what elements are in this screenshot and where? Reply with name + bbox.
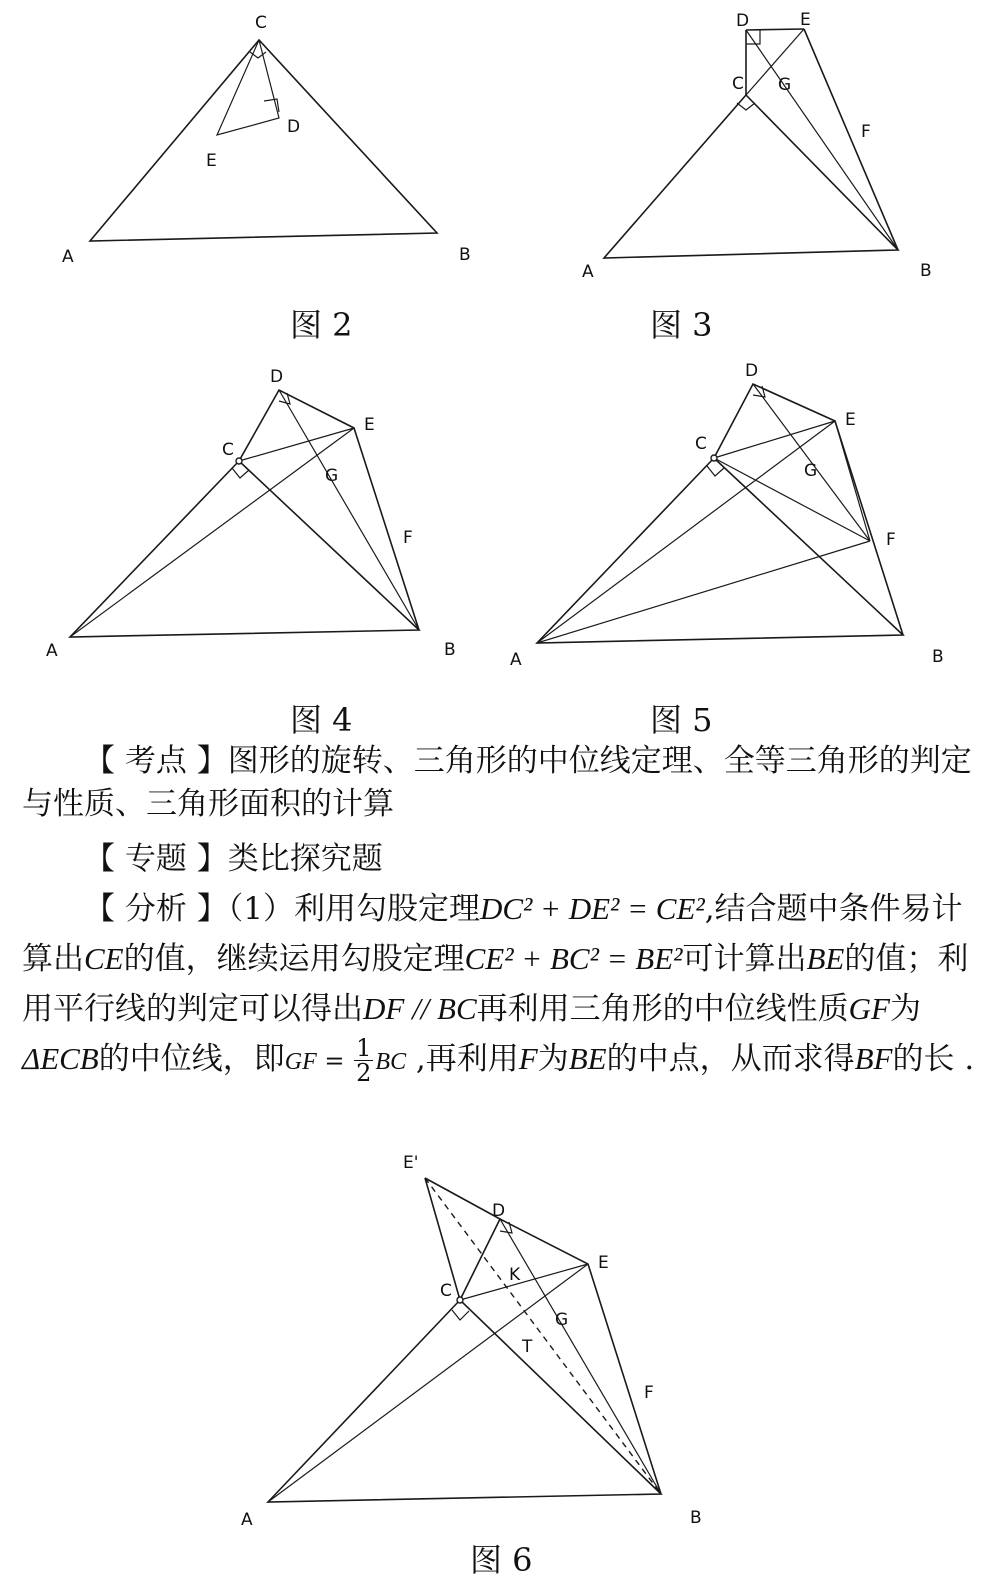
fig3-label-f: F: [861, 122, 871, 142]
kaodian-text: 图形的旋转、三角形的中位线定理、全等三角形的判定与性质、三角形面积的计算: [22, 743, 972, 822]
fenxi-text-1: （1）利用勾股定理: [227, 891, 480, 927]
figure-2: [62, 13, 471, 267]
var-gf-2: GF: [284, 1049, 317, 1075]
fig6-label-e: E: [598, 1253, 609, 1273]
fig2-label-b: B: [459, 245, 471, 265]
var-ce: CE: [84, 941, 124, 976]
var-bf: BF: [854, 1041, 893, 1076]
fraction-denominator: 2: [356, 1059, 372, 1087]
fenxi-text-2: ,结合题中条件易计算出: [22, 891, 963, 977]
figure-4: [46, 367, 456, 661]
fig2-caption: 图 2: [290, 306, 353, 344]
fig4-label-d: D: [270, 367, 284, 387]
fig4-label-e: E: [364, 415, 375, 435]
fig3-label-e: E: [800, 10, 811, 30]
zhuanti-tag: 【 专题 】: [84, 841, 228, 877]
var-gf: GF: [848, 991, 890, 1026]
fig3-label-d: D: [736, 11, 750, 31]
equation-dc-de-ce: DC² + DE² = CE²: [479, 891, 705, 926]
var-bc: BC: [375, 1049, 407, 1075]
fig5-label-c: C: [695, 434, 707, 454]
fenxi-tag: 【 分析 】: [84, 891, 228, 927]
fig3-label-b: B: [920, 261, 932, 281]
fig2-label-e: E: [206, 151, 217, 171]
fig5-label-b: B: [932, 647, 944, 667]
fenxi-text-9: ,再利用: [406, 1041, 519, 1077]
parallel-df-bc: DF // BC: [363, 991, 477, 1026]
triangle-ecb: ΔECB: [22, 1041, 99, 1076]
fig5-caption: 图 5: [650, 701, 713, 739]
fenxi-text-7: 为: [890, 991, 921, 1027]
fig6-label-e1: E': [403, 1153, 419, 1173]
fraction-one-half: [354, 1036, 373, 1085]
fig5-label-g: G: [804, 461, 818, 481]
figure-5: [510, 361, 944, 670]
fig4-label-f: F: [403, 528, 413, 548]
fenxi-paragraph: [22, 884, 992, 1087]
fenxi-text-8: 的中位线，即: [98, 1041, 285, 1077]
fig6-label-c: C: [440, 1281, 452, 1301]
fig6-label-a: A: [241, 1510, 253, 1530]
fig4-label-a: A: [46, 641, 58, 661]
fig6-label-t: T: [522, 1337, 533, 1357]
var-f: F: [518, 1041, 538, 1076]
fig3-label-c: C: [732, 74, 744, 94]
fenxi-text-3: 的值，继续运用勾股定理: [123, 941, 465, 977]
fenxi-text-4: 可计算出: [682, 941, 807, 977]
fenxi-text-6: 再利用三角形的中位线性质: [476, 991, 849, 1027]
kaodian-tag: 【 考点 】: [84, 743, 228, 779]
fig3-caption: 图 3: [650, 306, 713, 344]
figure-6: [241, 1153, 702, 1530]
fig5-label-f: F: [886, 530, 896, 550]
fig5-label-a: A: [510, 650, 522, 670]
fraction-numerator: 1: [356, 1034, 372, 1062]
fig6-label-k: K: [509, 1265, 521, 1285]
kaodian-paragraph: [22, 740, 992, 826]
zhuanti-paragraph: [22, 838, 992, 881]
equals-sign: =: [316, 1047, 353, 1075]
fig2-label-a: A: [62, 247, 74, 267]
figure-3: [582, 10, 932, 282]
var-be: BE: [806, 941, 845, 976]
fig5-label-e: E: [845, 410, 856, 430]
equation-ce-bc-be: CE² + BC² = BE²: [464, 941, 683, 976]
var-be-2: BE: [568, 1041, 607, 1076]
fig3-label-a: A: [582, 262, 594, 282]
fenxi-text-12: 的长 .: [892, 1041, 975, 1077]
fig4-label-c: C: [222, 440, 234, 460]
zhuanti-text: 类比探究题: [227, 841, 383, 877]
fig6-caption: 图 6: [470, 1541, 533, 1579]
fig6-label-d: D: [492, 1201, 506, 1221]
fig3-label-g: G: [778, 75, 792, 95]
fenxi-text-11: 的中点，从而求得: [606, 1041, 855, 1077]
fig4-caption: 图 4: [290, 701, 353, 739]
fig4-label-b: B: [444, 640, 456, 660]
fenxi-text-5: 的值；利用平行线的判定可以得出: [22, 941, 969, 1027]
fig4-label-g: G: [325, 466, 339, 486]
fig5-label-d: D: [745, 361, 759, 381]
fig6-label-f: F: [644, 1383, 654, 1403]
fig2-label-d: D: [287, 117, 301, 137]
fenxi-text-10: 为: [537, 1041, 569, 1077]
fig6-label-b: B: [690, 1508, 702, 1528]
fig2-label-c: C: [255, 13, 267, 33]
fig6-label-g: G: [555, 1310, 569, 1330]
